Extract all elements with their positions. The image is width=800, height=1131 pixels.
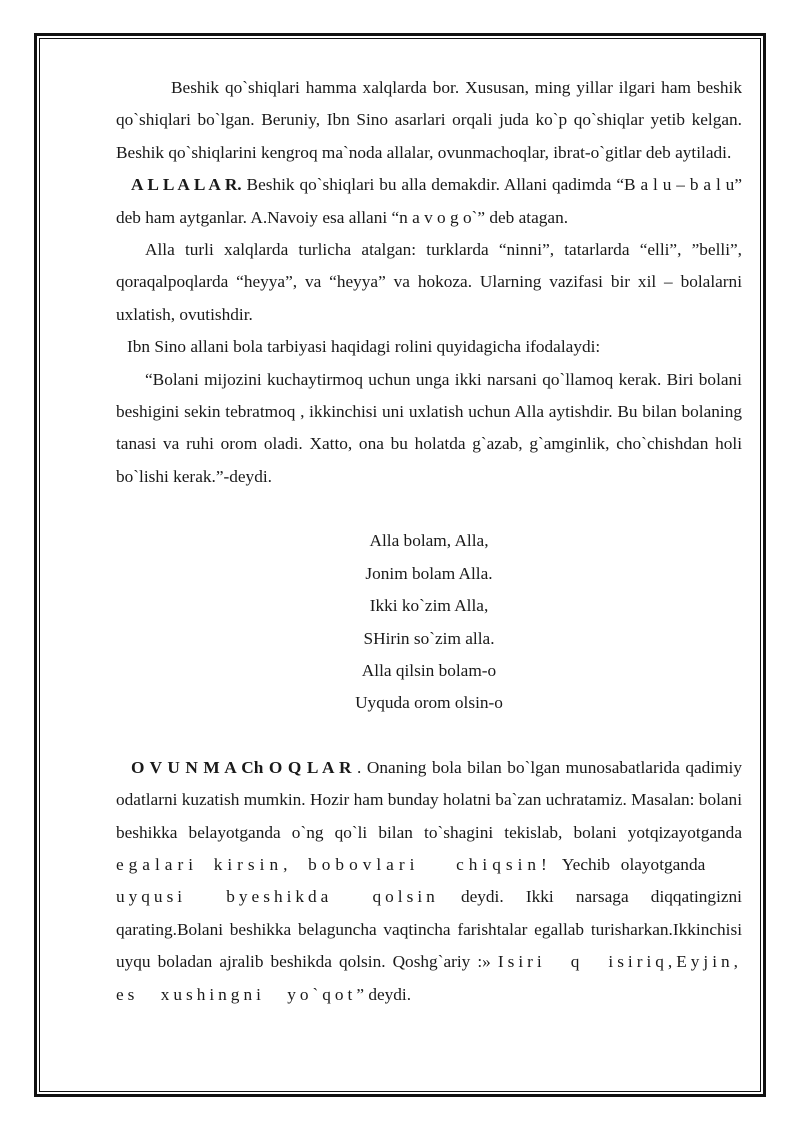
- spaced-phrase-1: egalari kirsin, bobovlari: [116, 854, 420, 874]
- paragraph-quote: “Bolani mijozini kuchaytirmoq uchun unga ikki narsani qo`llamoq kerak. Biri bolani beshigini sekin tebratmoq , ikkinchisi uni uxlatish uchun Alla aytishdir. Bu bilan bolaning tanasi va ruhi orom oladi. Xatto, ona bu holatda g`azab, g`amginlik, cho`chishdan holi bo`lishi kerak.”-deydi.: [116, 369, 742, 486]
- paragraph-names: Alla turli xalqlarda turlicha atalgan: turklarda “ninni”, tatarlarda “elli”, ”belli”, qoraqalpoqlarda “heyya”, va “heyya” va hokoza. Ularning vazifasi bir xil – bolalarni uxlatish, ovutishdir.: [116, 240, 742, 324]
- poem-line: SHirin so`zim alla.: [363, 628, 495, 648]
- poem-line: Alla qilsin bolam-o: [361, 660, 497, 680]
- ovunmachoqlar-text-3: Yechib olayotganda: [551, 854, 716, 874]
- ovunmachoqlar-text-2: [419, 855, 430, 874]
- spaced-phrase-3: uyqusi byeshikda qolsin: [116, 887, 439, 907]
- heading-ovunmachoqlar: O V U N M A Ch O Q L A R: [131, 757, 352, 777]
- heading-allalar: A L L A L A R.: [131, 175, 242, 195]
- paragraph-ovunmachoqlar: [116, 752, 742, 1011]
- spaced-phrase-4: Isiri q isiriq,Eyjin, es xushingni yo`qot: [116, 952, 742, 1004]
- paragraph-allalar: [116, 169, 742, 234]
- poem: [116, 525, 742, 719]
- paragraph-ibn-sino-intro: Ibn Sino allani bola tarbiyasi haqidagi rolini quyidagicha ifodalaydi:: [127, 337, 601, 357]
- ovunmachoqlar-text-5: ” deydi.: [356, 984, 412, 1004]
- spaced-phrase-2: chiqsin!: [456, 854, 552, 874]
- document-body: [116, 72, 742, 1011]
- ovunmachoqlar-text-4: deydi. Ikki narsaga diqqatingizni qarating.Bolani beshikka belaguncha vaqtincha farishtalar egallab turisharkan.Ikkinchisi uyqu boladan ajralib beshikda qolsin. Qoshg`ariy :»: [116, 887, 742, 972]
- poem-line: Jonim bolam Alla.: [365, 563, 493, 583]
- paragraph-allalar-text: Beshik qo`shiqlari bu alla demakdir. Allani qadimda “B a l u – b a l u” deb ham aytganlar. A.Navoiy esa allani “n a v o g o`” deb atagan.: [116, 175, 742, 227]
- ovunmachoqlar-text-1: . Onaning bola bilan bo`lgan munosabatlarida qadimiy odatlarni kuzatish mumkin. Hozir ham bunday holatni ba`zan uchratamiz. Masalan: bolani beshikka belayotganda o`ng qo`li bilan to`shagini tekislab, bolani yotqizayotganda: [116, 757, 742, 842]
- poem-line: Ikki ko`zim Alla,: [369, 596, 489, 616]
- paragraph-intro: Beshik qo`shiqlari hamma xalqlarda bor. Xususan, ming yillar ilgari ham beshik qo`shiqlari bo`lgan. Beruniy, Ibn Sino asarlari orqali juda ko`p qo`shiqlar yetib kelgan. Beshik qo`shiqlarini kengroq ma`noda allalar, ovunmachoqlar, ibrat-o`gitlar deb aytiladi.: [116, 78, 742, 162]
- poem-line: Alla bolam, Alla,: [369, 531, 489, 551]
- poem-line: Uyquda orom olsin-o: [355, 693, 503, 713]
